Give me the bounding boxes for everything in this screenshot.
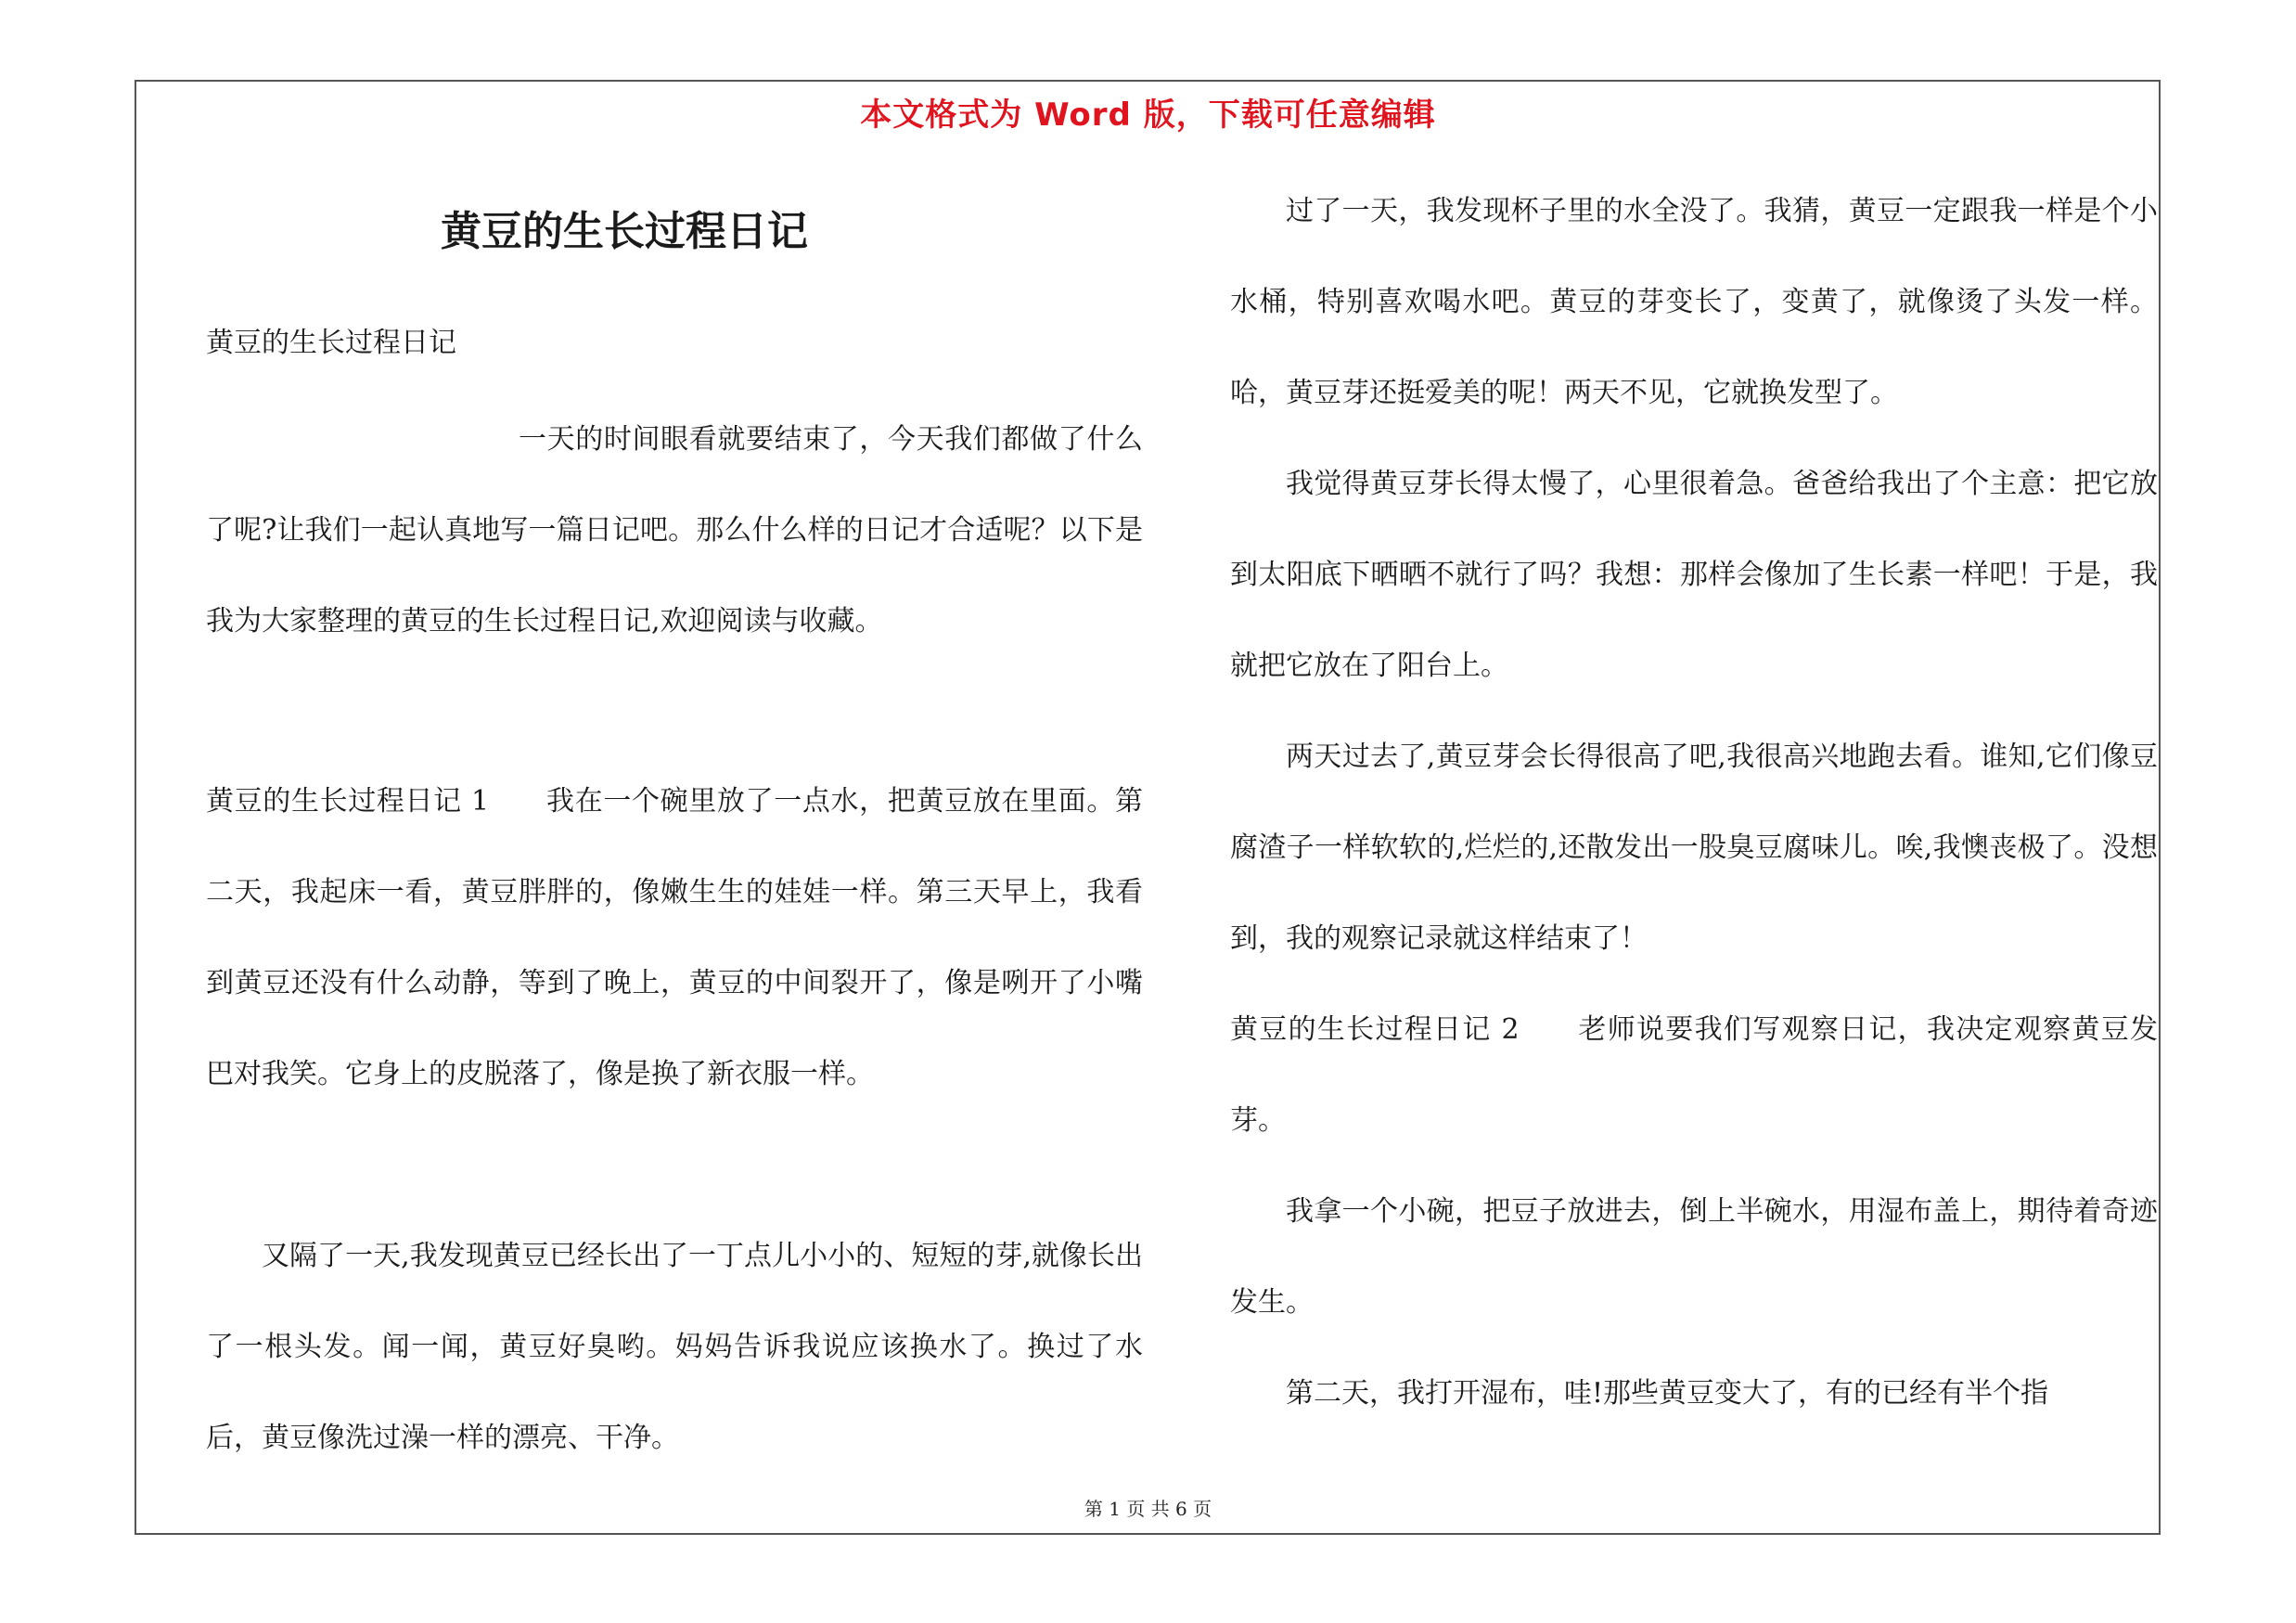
left-paragraph-2: 又隔了一天,我发现黄豆已经长出了一丁点儿小小的、短短的芽,就像长出了一根头发。闻一闻，黄豆好臭哟。妈妈告诉我说应该换水了。换过了水后，黄豆像洗过澡一样的漂亮、干净。 — [206, 1240, 1143, 1454]
right-paragraph-5: 第二天，我打开湿布，哇!那些黄豆变大了，有的已经有半个指 — [1286, 1377, 2049, 1410]
page-footer: 第 1 页 共 6 页 — [1084, 1498, 1212, 1520]
right-paragraph-2: 我觉得黄豆芽长得太慢了，心里很着急。爸爸给我出了个主意：把它放到太阳底下晒晒不就行了吗？我想：那样会像加了生长素一样吧！于是，我就把它放在了阳台上。 — [1230, 468, 2158, 682]
document-title: 黄豆的生长过程日记 — [441, 208, 808, 255]
right-paragraph-3: 两天过去了,黄豆芽会长得很高了吧,我很高兴地跑去看。谁知,它们像豆腐渣子一样软软的,烂烂的,还散发出一股臭豆腐味儿。唉,我懊丧极了。没想到，我的观察记录就这样结束了！ — [1230, 741, 2158, 955]
right-paragraph-4: 我拿一个小碗，把豆子放进去，倒上半碗水，用湿布盖上，期待着奇迹发生。 — [1230, 1195, 2158, 1319]
intro-paragraph: 一天的时间眼看就要结束了，今天我们都做了什么了呢?让我们一起认真地写一篇日记吧。那么什么样的日记才合适呢？以下是我为大家整理的黄豆的生长过程日记,欢迎阅读与收藏。 — [206, 423, 1143, 638]
diary-2-paragraph: 黄豆的生长过程日记 2 老师说要我们写观察日记，我决定观察黄豆发芽。 — [1230, 1013, 2158, 1137]
right-paragraph-1: 过了一天，我发现杯子里的水全没了。我猜，黄豆一定跟我一样是个小水桶，特别喜欢喝水吧。黄豆的芽变长了，变黄了，就像烫了头发一样。哈，黄豆芽还挺爱美的呢！两天不见，它就换发型了。 — [1230, 195, 2158, 409]
diary-1-paragraph: 黄豆的生长过程日记 1 我在一个碗里放了一点水，把黄豆放在里面。第二天，我起床一看，黄豆胖胖的，像嫩生生的娃娃一样。第三天早上，我看到黄豆还没有什么动静，等到了晚上，黄豆的中间裂开了，像是咧开了小嘴巴对我笑。它身上的皮脱落了，像是换了新衣服一样。 — [206, 785, 1143, 1090]
format-banner: 本文格式为 Word 版，下载可任意编辑 — [860, 97, 1436, 134]
subtitle: 黄豆的生长过程日记 — [206, 327, 456, 359]
